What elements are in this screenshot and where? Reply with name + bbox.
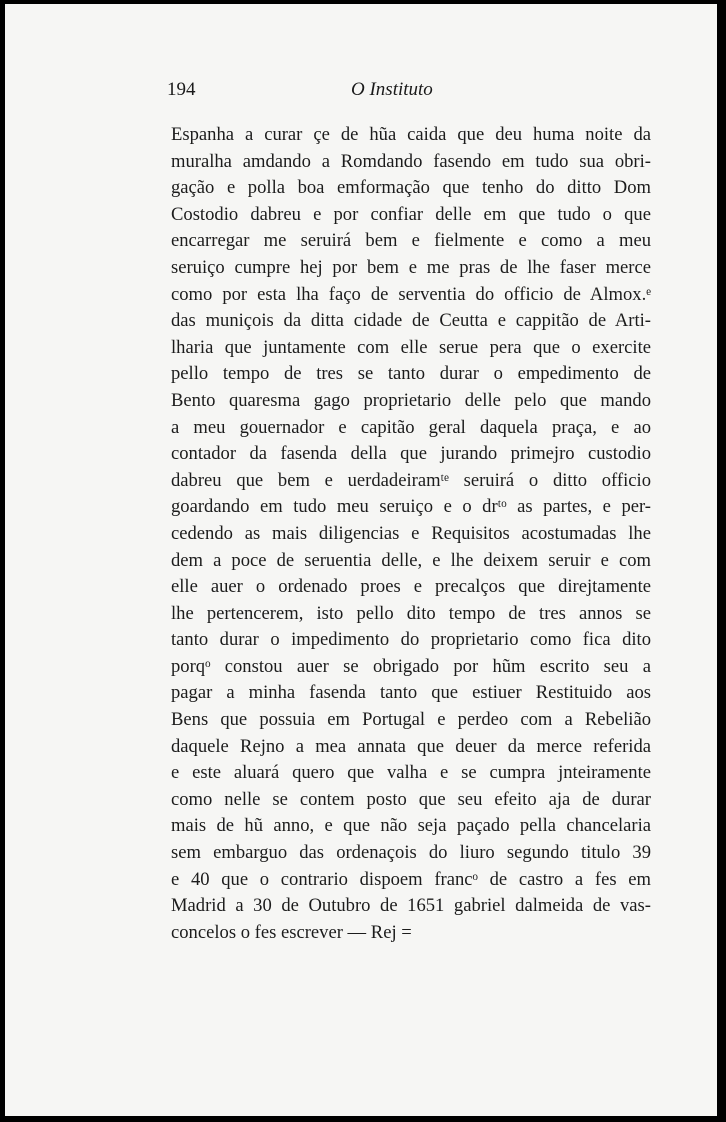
text-line: daquele Rejno a mea annata que deuer da merce referida: [171, 735, 651, 757]
text-line: pello tempo de tres se tanto durar o empedimento de: [171, 363, 651, 385]
body-text: [171, 122, 651, 946]
text-line: das muniçois da ditta cidade de Ceutta e cappitão de Arti-: [171, 310, 651, 332]
text-line: gação e polla boa emformação que tenho do ditto Dom: [171, 177, 651, 199]
page-number: 194: [167, 79, 196, 100]
text-line: como nelle se contem posto que seu efeito aja de durar: [171, 788, 651, 810]
text-line: seruiço cumpre hej por bem e me pras de lhe faser merce: [171, 256, 651, 278]
book-page: [5, 4, 717, 1116]
text-line: muralha amdando a Romdando fasendo em tudo sua obri-: [171, 150, 651, 172]
text-line: porqᵒ constou auer se obrigado por hũm escrito seu a: [171, 655, 651, 677]
page-header: [5, 79, 717, 107]
text-line: e este aluará quero que valha e se cumpra jnteiramente: [171, 762, 651, 784]
text-line: encarregar me seruirá bem e fielmente e como a meu: [171, 230, 651, 252]
text-line: Bento quaresma gago proprietario delle pelo que mando: [171, 389, 651, 411]
text-line: Bens que possuia em Portugal e perdeo com a Rebelião: [171, 709, 651, 731]
text-line: dem a poce de seruentia delle, e lhe deixem seruir e com: [171, 549, 651, 571]
running-title: O Instituto: [351, 79, 433, 100]
text-line: Costodio dabreu e por confiar delle em que tudo o que: [171, 203, 651, 225]
text-line: elle auer o ordenado proes e precalços que direjtamente: [171, 576, 651, 598]
text-line: tanto durar o impedimento do proprietario como fica dito: [171, 629, 651, 651]
text-line: goardando em tudo meu seruiço e o drᵗᵒ as partes, e per-: [171, 496, 651, 518]
text-line: como por esta lha faço de serventia do officio de Almox.ᵉ: [171, 283, 651, 305]
text-line: contador da fasenda della que jurando primejro custodio: [171, 443, 651, 465]
text-line: concelos o fes escrever — Rej =: [171, 921, 412, 943]
text-line: pagar a minha fasenda tanto que estiuer Restituido aos: [171, 682, 651, 704]
text-line: mais de hũ anno, e que não seja paçado pella chancelaria: [171, 815, 651, 837]
text-line: Madrid a 30 de Outubro de 1651 gabriel dalmeida de vas-: [171, 895, 651, 917]
text-line: a meu gouernador e capitão geral daquela praça, e ao: [171, 416, 651, 438]
text-line: dabreu que bem e uerdadeiramᵗᵉ seruirá o ditto officio: [171, 469, 651, 491]
text-line: lharia que juntamente com elle serue pera que o exercite: [171, 336, 651, 358]
text-line: Espanha a curar çe de hũa caida que deu huma noite da: [171, 124, 651, 145]
text-line: lhe pertencerem, isto pello dito tempo de tres annos se: [171, 602, 651, 624]
text-line: cedendo as mais diligencias e Requisitos acostumadas lhe: [171, 522, 651, 544]
text-line: sem embarguo das ordenaçois do liuro segundo titulo 39: [171, 842, 651, 864]
text-line: e 40 que o contrario dispoem francᵒ de castro a fes em: [171, 868, 651, 890]
